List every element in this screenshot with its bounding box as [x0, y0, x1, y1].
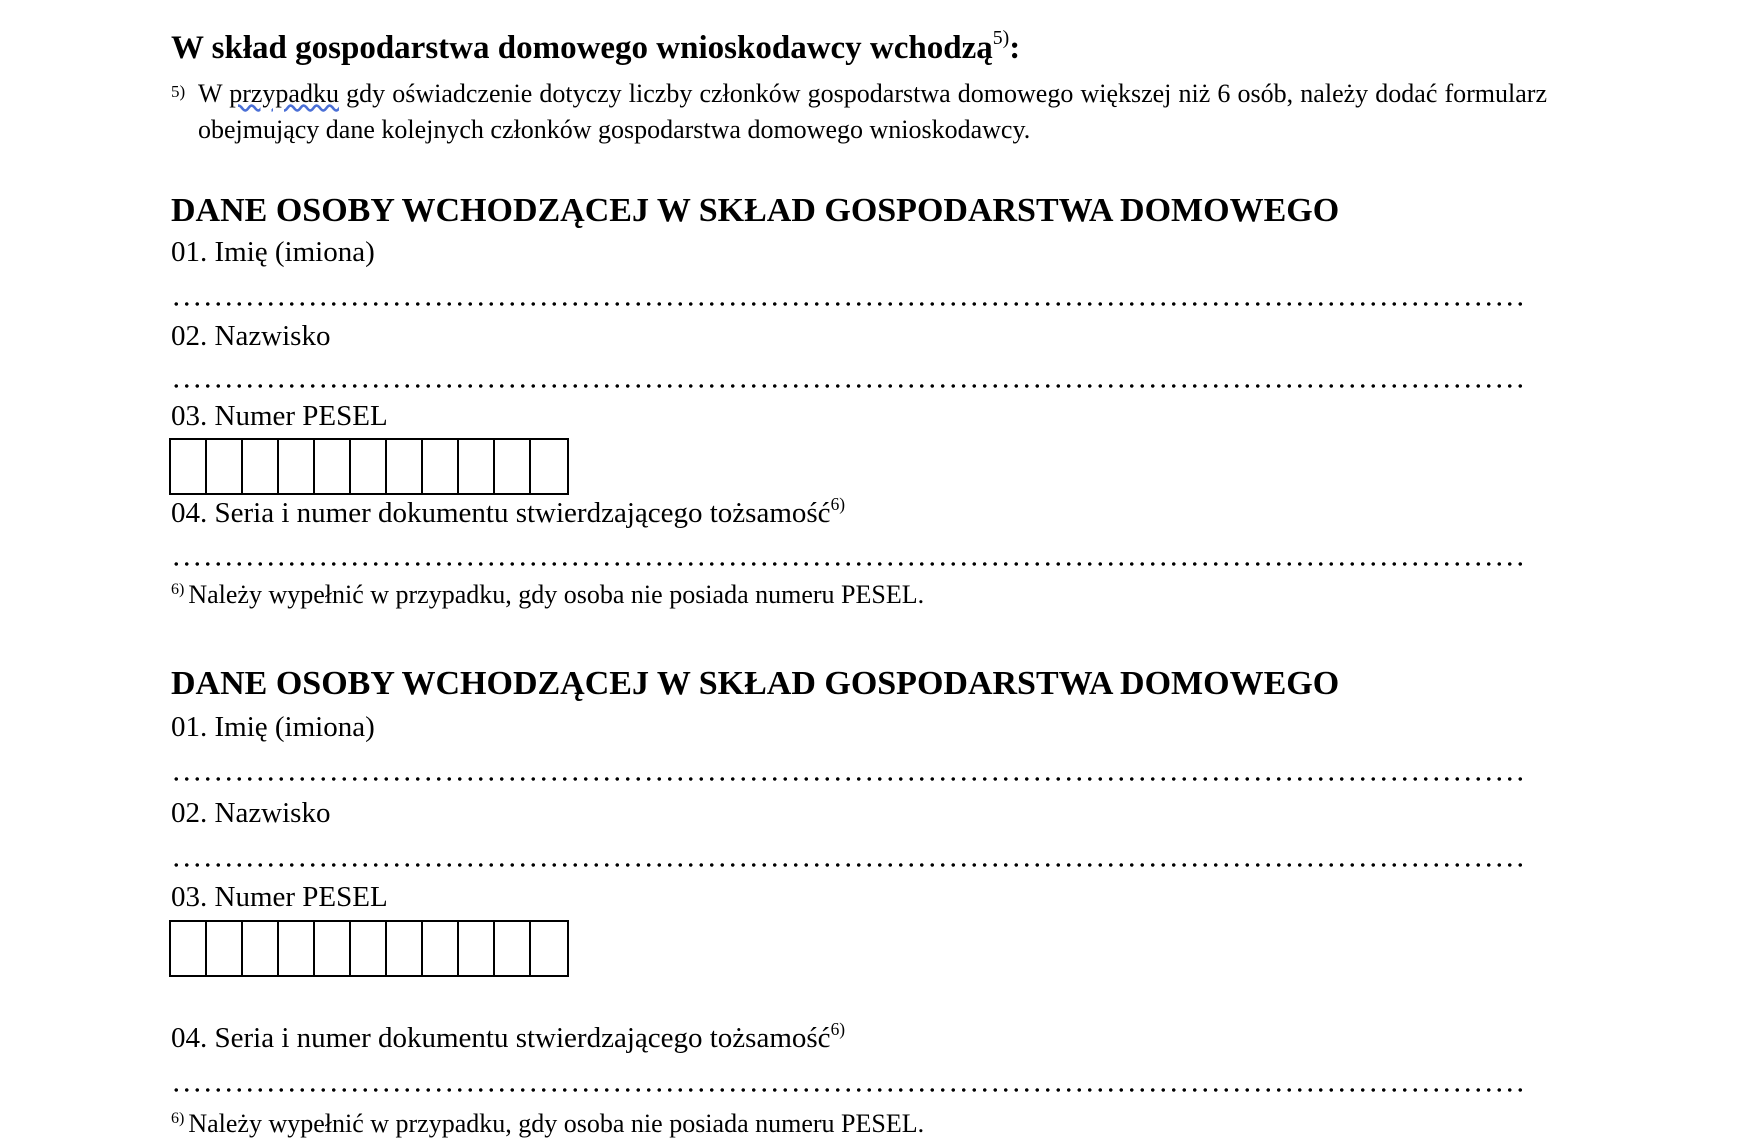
first-name-dotted-line[interactable] [171, 775, 1526, 783]
field-first-name-label: 01. Imię (imiona) [171, 711, 375, 743]
pesel-digit-box[interactable] [351, 922, 387, 975]
field-first-name-label: 01. Imię (imiona) [171, 236, 375, 268]
page-title: W skład gospodarstwa domowego wnioskodawcy wchodzą$^{5)}$: [171, 27, 1021, 66]
footnote-ref: 6) [830, 1018, 846, 1039]
pesel-digit-box[interactable] [171, 440, 207, 493]
field-id-document-label: 04. Seria i numer dokumentu stwierdzającego tożsamość$^{6)}$ [171, 1018, 846, 1054]
pesel-digit-box[interactable] [459, 922, 495, 975]
field-pesel-label: 03. Numer PESEL [171, 400, 388, 432]
footnote-ref: 5) [992, 27, 1010, 50]
first-name-dotted-line[interactable] [171, 300, 1526, 308]
pesel-boxes[interactable] [169, 438, 569, 495]
pesel-digit-box[interactable] [423, 922, 459, 975]
footnote-5: 5) W przypadku gdy oświadczenie dotyczy liczby członków gospodarstwa domowego większej niż 6 osób, należy dodać formularz obejmujący dane kolejnych członków gospodarstwa domowego wnioskodawcy. [171, 76, 1547, 148]
pesel-digit-box[interactable] [207, 922, 243, 975]
pesel-digit-box[interactable] [279, 922, 315, 975]
pesel-digit-box[interactable] [531, 922, 567, 975]
pesel-boxes[interactable] [169, 920, 569, 977]
id-document-dotted-line[interactable] [171, 1086, 1526, 1094]
pesel-digit-box[interactable] [531, 440, 567, 493]
spellcheck-word: przypadku [229, 79, 339, 108]
surname-dotted-line[interactable] [171, 382, 1526, 390]
footnote-ref: 6) [830, 493, 846, 514]
field-pesel-label: 03. Numer PESEL [171, 881, 388, 913]
pesel-digit-box[interactable] [459, 440, 495, 493]
pesel-digit-box[interactable] [315, 440, 351, 493]
pesel-digit-box[interactable] [207, 440, 243, 493]
surname-dotted-line[interactable] [171, 861, 1526, 869]
pesel-digit-box[interactable] [315, 922, 351, 975]
field-id-document-label: 04. Seria i numer dokumentu stwierdzającego tożsamość$^{6)}$ [171, 493, 846, 529]
pesel-digit-box[interactable] [423, 440, 459, 493]
pesel-digit-box[interactable] [387, 922, 423, 975]
field-surname-label: 02. Nazwisko [171, 320, 331, 352]
footnote-mark: 5) [171, 82, 186, 101]
section-title: DANE OSOBY WCHODZĄCEJ W SKŁAD GOSPODARSTWA DOMOWEGO [171, 192, 1340, 229]
footnote-6: $^{6)}$ Należy wypełnić w przypadku, gdy osoba nie posiada numeru PESEL. [171, 1109, 925, 1138]
pesel-digit-box[interactable] [279, 440, 315, 493]
pesel-digit-box[interactable] [243, 922, 279, 975]
pesel-digit-box[interactable] [171, 922, 207, 975]
footnote-6: $^{6)}$ Należy wypełnić w przypadku, gdy osoba nie posiada numeru PESEL. [171, 580, 925, 609]
pesel-digit-box[interactable] [351, 440, 387, 493]
pesel-digit-box[interactable] [387, 440, 423, 493]
field-surname-label: 02. Nazwisko [171, 797, 331, 829]
id-document-dotted-line[interactable] [171, 560, 1526, 568]
pesel-digit-box[interactable] [243, 440, 279, 493]
pesel-digit-box[interactable] [495, 922, 531, 975]
section-title: DANE OSOBY WCHODZĄCEJ W SKŁAD GOSPODARSTWA DOMOWEGO [171, 665, 1340, 702]
pesel-digit-box[interactable] [495, 440, 531, 493]
